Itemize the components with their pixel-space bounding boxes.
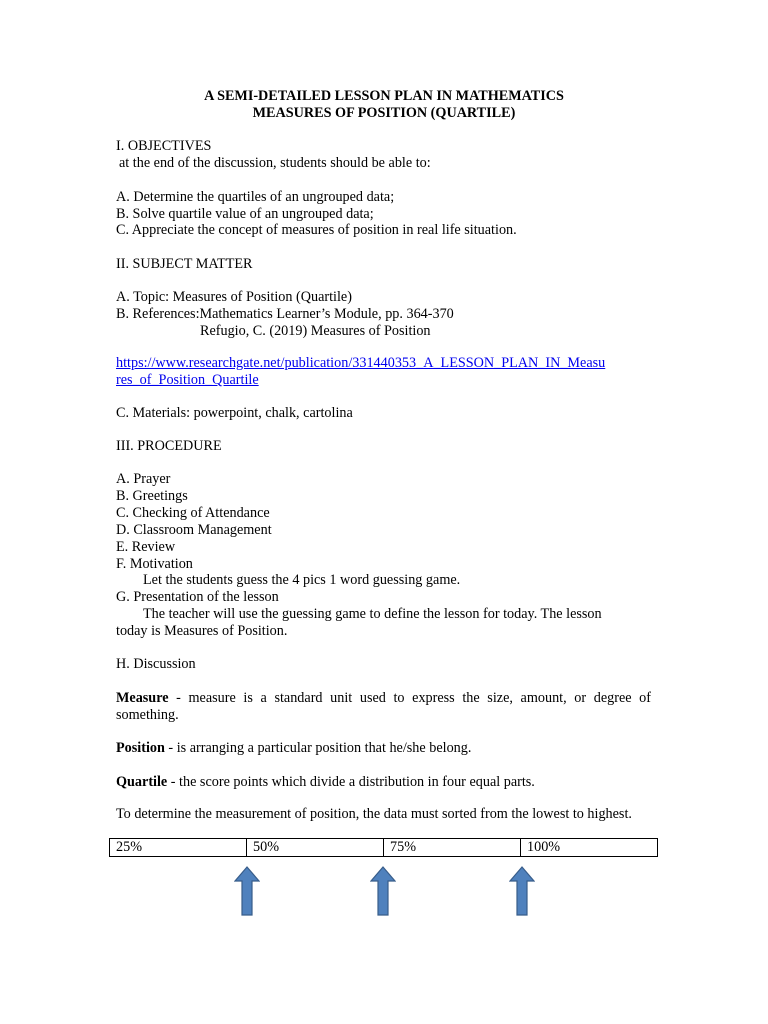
definition-term: Measure: [116, 690, 169, 706]
presentation-text-2: today is Measures of Position.: [116, 623, 288, 639]
sorted-note: To determine the measurement of position, the data must sorted from the lowest to highest.: [116, 806, 632, 822]
table-cell: 50%: [247, 839, 384, 857]
objective-item-b: B. Solve quartile value of an ungrouped data;: [116, 206, 374, 222]
definition-text: - measure is a standard unit used to express the size, amount, or degree of something.: [116, 690, 651, 723]
topic-line: A. Topic: Measures of Position (Quartile): [116, 289, 352, 305]
table-cell: 25%: [110, 839, 247, 857]
objective-item-a: A. Determine the quartiles of an ungrouped data;: [116, 189, 395, 205]
title-line-2: MEASURES OF POSITION (QUARTILE): [252, 105, 516, 121]
procedure-item-prayer: A. Prayer: [116, 471, 171, 487]
motivation-text: Let the students guess the 4 pics 1 word guessing game.: [143, 572, 461, 588]
definition-term: Quartile: [116, 774, 168, 790]
objectives-heading: I. OBJECTIVES: [116, 138, 212, 154]
subject-matter-heading: II. SUBJECT MATTER: [116, 256, 253, 272]
title-line-1: A SEMI-DETAILED LESSON PLAN IN MATHEMATICS: [204, 88, 564, 104]
procedure-item-motivation: F. Motivation: [116, 556, 193, 572]
up-arrow-icon: [370, 866, 396, 916]
up-arrow-icon: [234, 866, 260, 916]
definition-quartile: [116, 774, 535, 791]
references-line: B. References:Mathematics Learner’s Module, pp. 364-370: [116, 306, 454, 322]
percent-table: [109, 838, 658, 857]
presentation-heading: G. Presentation of the lesson: [116, 589, 279, 605]
definition-text: - the score points which divide a distribution in four equal parts.: [167, 774, 535, 790]
discussion-heading: H. Discussion: [116, 656, 196, 672]
up-arrow-icon: [509, 866, 535, 916]
presentation-text-1: The teacher will use the guessing game to define the lesson for today. The lesson: [143, 606, 602, 622]
table-cell: 100%: [521, 839, 658, 857]
objectives-intro: at the end of the discussion, students should be able to:: [119, 155, 431, 171]
definition-measure: [116, 690, 651, 724]
objective-item-c: C. Appreciate the concept of measures of position in real life situation.: [116, 222, 517, 238]
table-row: [110, 839, 658, 857]
definition-text: - is arranging a particular position that he/she belong.: [164, 740, 472, 756]
reference-link-line-2[interactable]: res_of_Position_Quartile: [116, 372, 259, 388]
definition-term: Position: [116, 740, 165, 756]
references-line-2: Refugio, C. (2019) Measures of Position: [200, 323, 431, 339]
procedure-heading: III. PROCEDURE: [116, 438, 222, 454]
procedure-item-management: D. Classroom Management: [116, 522, 272, 538]
definition-position: [116, 740, 471, 757]
procedure-item-greetings: B. Greetings: [116, 488, 188, 504]
procedure-item-attendance: C. Checking of Attendance: [116, 505, 270, 521]
reference-link-line-1[interactable]: https://www.researchgate.net/publication/331440353_A_LESSON_PLAN_IN_Measu: [116, 355, 606, 371]
table-cell: 75%: [384, 839, 521, 857]
procedure-item-review: E. Review: [116, 539, 176, 555]
materials-line: C. Materials: powerpoint, chalk, cartolina: [116, 405, 353, 421]
